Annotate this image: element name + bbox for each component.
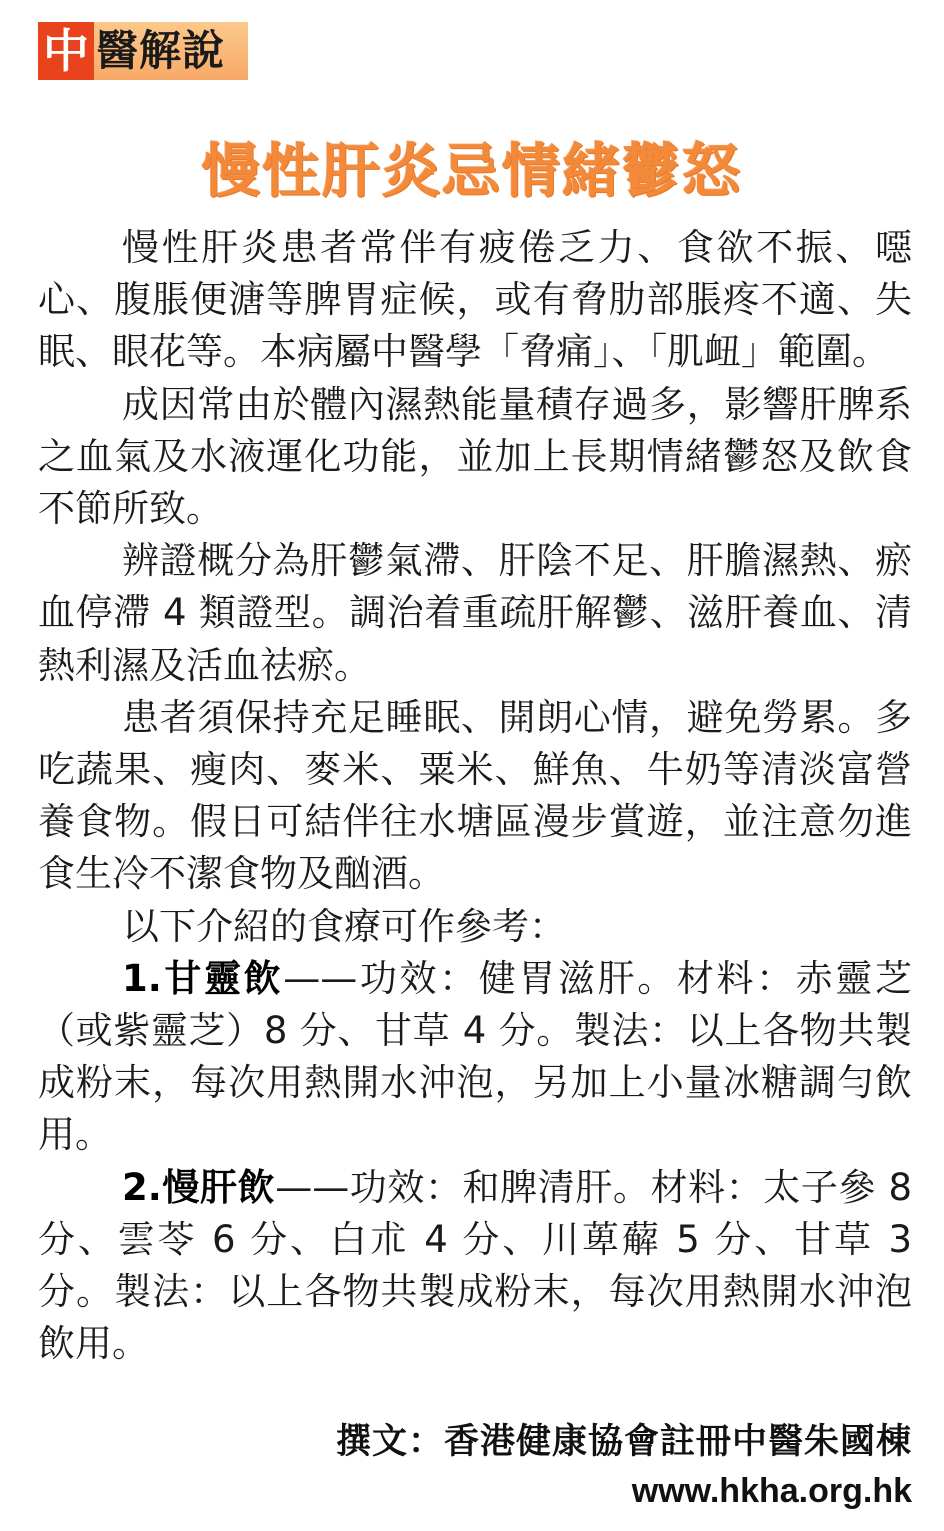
remedy-name: 2.慢肝飲 bbox=[122, 1165, 276, 1209]
column-title: 醫解說 bbox=[96, 26, 226, 75]
column-header bbox=[38, 22, 248, 80]
article-body bbox=[38, 222, 912, 1370]
paragraph-symptoms: 慢性肝炎患者常伴有疲倦乏力、食欲不振、噁心、腹脹便溏等脾胃症候，或有脅肋部脹疼不適、失眠、眼花等。本病屬中醫學「脅痛」、「肌衄」範圍。 bbox=[38, 226, 912, 374]
author-byline: 撰文：香港健康協會註冊中醫朱國棟 bbox=[335, 1422, 912, 1462]
website-url: www.hkha.org.hk bbox=[631, 1472, 912, 1510]
remedy-text: ——功效：健胃滋肝。材料：赤靈芝（或紫靈芝）8 分、甘草 4 分。製法：以上各物共製成粉末，每次用熱開水沖泡，另加上小量冰糖調勻飲用。 bbox=[38, 956, 912, 1157]
paragraph-intro-remedies: 以下介紹的食療可作參考： bbox=[122, 904, 566, 948]
paragraph-diagnosis: 辨證概分為肝鬱氣滯、肝陰不足、肝膽濕熱、瘀血停滯 4 類證型。調治着重疏肝解鬱、滋肝養血、清熱利濕及活血祛瘀。 bbox=[38, 539, 912, 687]
column-badge: 中 bbox=[38, 22, 94, 80]
paragraph-advice: 患者須保持充足睡眠、開朗心情，避免勞累。多吃蔬果、瘦肉、麥米、粟米、鮮魚、牛奶等清淡富營養食物。假日可結伴往水塘區漫步賞遊，並注意勿進食生冷不潔食物及酗酒。 bbox=[38, 695, 912, 896]
article-headline: 慢性肝炎忌情緒鬱怒 bbox=[201, 137, 742, 205]
remedy-name: 1.甘靈飲 bbox=[122, 956, 284, 1000]
remedy-item bbox=[38, 953, 912, 1162]
paragraph-causes: 成因常由於體內濕熱能量積存過多，影響肝脾系之血氣及水液運化功能，並加上長期情緒鬱怒及飲食不節所致。 bbox=[38, 382, 912, 531]
remedy-text: ——功效：和脾清肝。材料：太子參 8 分、雲苓 6 分、白朮 4 分、川萆薢 5 分、甘草 3 分。製法：以上各物共製成粉末，每次用熱開水沖泡飲用。 bbox=[38, 1165, 912, 1366]
remedy-item bbox=[38, 1162, 912, 1371]
